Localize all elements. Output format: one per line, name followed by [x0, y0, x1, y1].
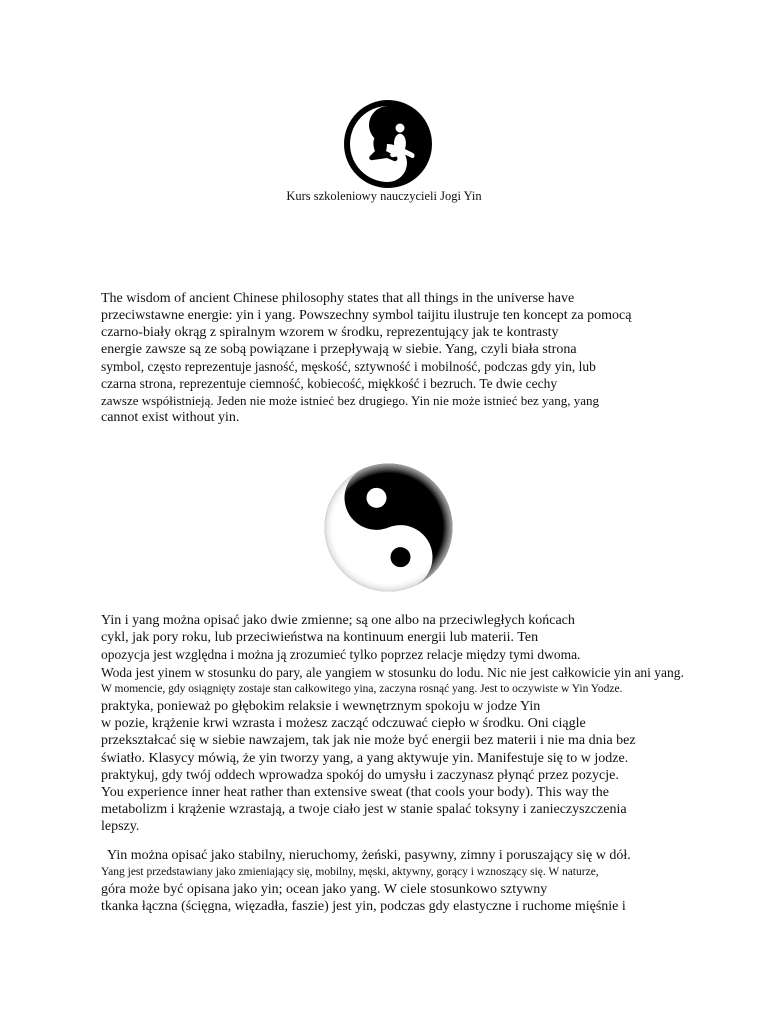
- text-line: przekształcać się w siebie nawzajem, tak jak nie może być energii bez materii i nie ma dnia bez: [101, 733, 636, 749]
- text-line: Yang jest przedstawiany jako zmieniający się, mobilny, męski, aktywny, gorący i wznoszący się. W naturze,: [101, 866, 599, 878]
- text-line: praktyka, ponieważ po głębokim relaksie i wewnętrznym spokoju w jodze Yin: [101, 698, 541, 714]
- text-line: W momencie, gdy osiągnięty zostaje stan całkowitego yina, zaczyna rosnąć yang. Jest to oczywiste w Yin Yodze.: [101, 682, 623, 695]
- text-line: energie zawsze są ze sobą powiązane i przepływają w siebie. Yang, czyli biała strona: [101, 342, 577, 357]
- text-line: opozycja jest względna i można ją zrozumieć tylko poprzez relacje między tymi dwoma.: [101, 647, 581, 663]
- text-line: przeciwstawne energie: yin i yang. Powszechny symbol taijitu ilustruje ten koncept za pomocą: [101, 308, 632, 323]
- text-line: cannot exist without yin.: [101, 410, 240, 425]
- text-line: lepszy.: [101, 819, 140, 835]
- meditating-figures-yin-yang-logo-icon: [342, 98, 434, 190]
- text-line: Yin i yang można opisać jako dwie zmienne; są one albo na przeciwległych końcach: [101, 613, 575, 628]
- text-line: Yin można opisać jako stabilny, nieruchomy, żeński, pasywny, zimny i poruszający się w dół.: [107, 848, 631, 863]
- text-line: praktykuj, gdy twój oddech wprowadza spokój do umysłu i zaczynasz płynąć przez pozycje.: [101, 767, 619, 783]
- yin-yang-icon: [320, 461, 457, 594]
- text-line: światło. Klasycy mówią, że yin tworzy yang, a yang aktywuje yin. Manifestuje się to w jodze.: [101, 750, 629, 766]
- text-line: metabolizm i krążenie wzrastają, a twoje ciało jest w stanie spalać toksyny i zanieczyszczenia: [101, 802, 627, 818]
- text-line: Woda jest yinem w stosunku do pary, ale yangiem w stosunku do lodu. Nic nie jest całkowicie yin ani yang.: [101, 664, 684, 680]
- text-line: cykl, jak pory roku, lub przeciwieństwa na kontinuum energii lub materii. Ten: [101, 630, 539, 646]
- text-line: czarna strona, reprezentuje ciemność, kobiecość, miękkość i bezruch. Te dwie cechy: [101, 376, 558, 391]
- text-line: zawsze współistnieją. Jeden nie może istnieć bez drugiego. Yin nie może istnieć bez yang, yang: [101, 393, 600, 408]
- text-line: symbol, często reprezentuje jasność, męskość, sztywność i mobilność, podczas gdy yin, lub: [101, 359, 596, 374]
- text-line: You experience inner heat rather than extensive sweat (that cools your body). This way the: [101, 784, 609, 800]
- text-line: The wisdom of ancient Chinese philosophy states that all things in the universe have: [101, 291, 575, 306]
- text-line: czarno-biały okrąg z spiralnym wzorem w środku, reprezentujący jak te kontrasty: [101, 325, 559, 340]
- text-line: góra może być opisana jako yin; ocean jako yang. W ciele stosunkowo sztywny: [101, 882, 548, 897]
- text-line: tkanka łączna (ścięgna, więzadła, faszie) jest yin, podczas gdy elastyczne i ruchome mięśnie i: [101, 899, 626, 914]
- text-line: w pozie, krążenie krwi wzrasta i możesz zacząć odczuwać ciepło w środku. Oni ciągle: [101, 716, 586, 732]
- intro-paragraph: [101, 290, 741, 426]
- document-title: Kurs szkoleniowy nauczycieli Jogi Yin: [286, 189, 482, 203]
- yin-yang-variables-paragraph: [101, 612, 741, 835]
- yin-description-paragraph: [101, 847, 741, 915]
